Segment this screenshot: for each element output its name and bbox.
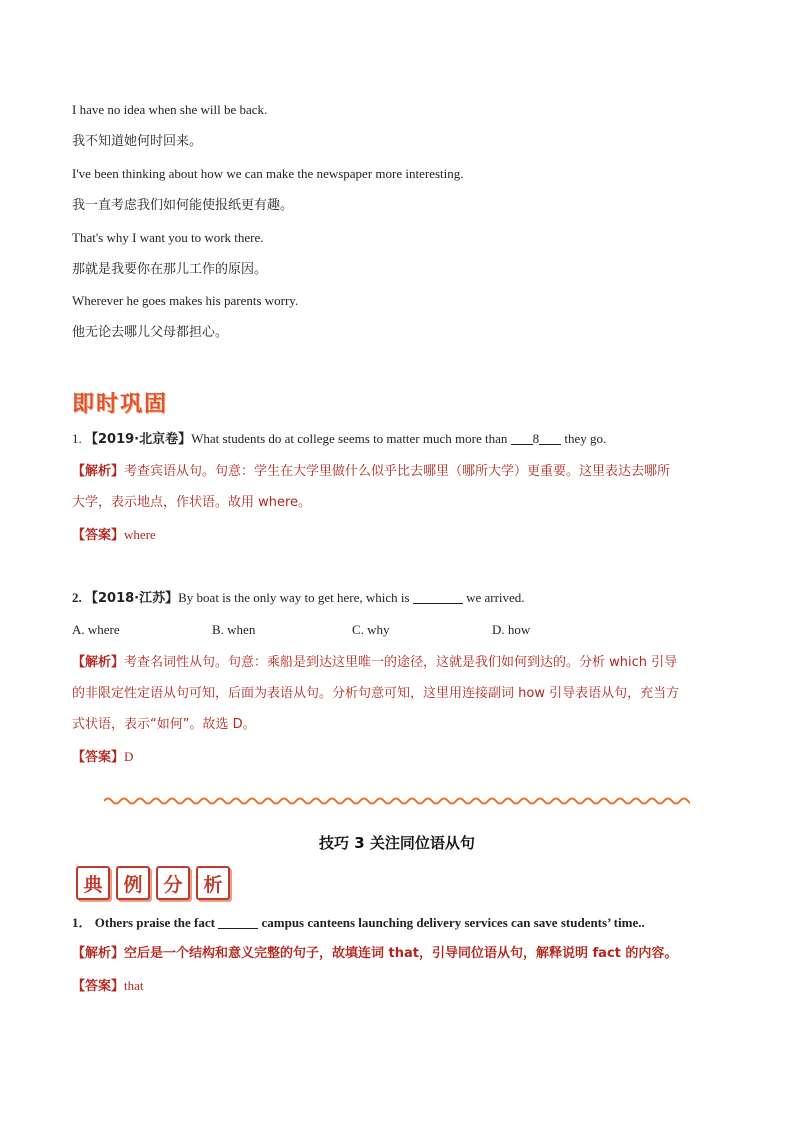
question-number: 1． bbox=[72, 915, 92, 930]
question-text-before: By boat is the only way to get here, which is bbox=[178, 590, 413, 605]
answer-value: D bbox=[124, 749, 134, 764]
example-sentence-cn: 他无论去哪儿父母都担心。 bbox=[72, 325, 229, 340]
question-number: 1. bbox=[72, 431, 82, 446]
question-1 bbox=[72, 429, 606, 450]
analysis-label: 【解析】 bbox=[72, 946, 125, 961]
analysis-text: 考查宾语从句。句意：学生在大学里做什么似乎比去哪里（哪所大学）更重要。这里表达去哪所 bbox=[124, 464, 671, 479]
example-sentence-en: Wherever he goes makes his parents worry. bbox=[72, 293, 299, 308]
example-sentence-en: I've been thinking about how we can make the newspaper more interesting. bbox=[72, 166, 464, 181]
option-b: B. when bbox=[212, 622, 256, 637]
answer-label: 【答案】 bbox=[72, 750, 125, 765]
option-d: D. how bbox=[492, 622, 531, 637]
analysis-3 bbox=[72, 944, 677, 964]
answer-label: 【答案】 bbox=[72, 528, 125, 543]
answer-blank bbox=[413, 590, 463, 604]
option-a: A. where bbox=[72, 622, 120, 637]
option-c: C. why bbox=[352, 622, 390, 637]
answer-blank bbox=[539, 431, 561, 445]
wavy-divider bbox=[104, 796, 690, 806]
question-source: 【2019·北京卷】 bbox=[85, 432, 192, 447]
stamp-char: 例 bbox=[116, 866, 150, 900]
question-text-after: they go. bbox=[561, 431, 607, 446]
stamp-char: 析 bbox=[196, 866, 230, 900]
question-3 bbox=[72, 913, 645, 933]
question-source: 【2018·江苏】 bbox=[85, 591, 179, 606]
answer-blank bbox=[511, 431, 533, 445]
question-text-before: Others praise the fact bbox=[94, 915, 219, 930]
practice-banner: 即时巩固 bbox=[72, 392, 169, 417]
analysis-label: 【解析】 bbox=[72, 464, 125, 479]
analysis-text: 的非限定性定语从句可知，后面为表语从句。分析句意可知，这里用连接副词 how 引导表语从句，充当方 bbox=[72, 686, 680, 701]
example-sentence-cn: 我不知道她何时回来。 bbox=[72, 134, 203, 149]
blank-number: 8 bbox=[532, 431, 540, 446]
question-text-after: we arrived. bbox=[462, 590, 525, 605]
analysis-2 bbox=[72, 647, 722, 740]
section-title: 技巧 3 关注同位语从句 bbox=[319, 834, 475, 852]
question-number: 2. bbox=[72, 590, 82, 605]
example-sentence-en: That's why I want you to work there. bbox=[72, 230, 264, 245]
question-2 bbox=[72, 588, 525, 609]
options-row bbox=[72, 620, 530, 640]
question-text-after: campus canteens launching delivery services can save students’ time.. bbox=[258, 915, 645, 930]
answer-1 bbox=[72, 525, 156, 546]
analysis-text: 空后是一个结构和意义完整的句子，故填连词 that，引导同位语从句，解释说明 fact 的内容。 bbox=[124, 946, 678, 961]
analysis-text: 考查名词性从句。句意：乘船是到达这里唯一的途径，这就是我们如何到达的。分析 which 引导 bbox=[124, 655, 678, 670]
question-text-before: What students do at college seems to matter much more than bbox=[191, 431, 511, 446]
answer-blank bbox=[218, 915, 258, 929]
answer-label: 【答案】 bbox=[72, 979, 125, 994]
stamp-char: 典 bbox=[76, 866, 110, 900]
analysis-1 bbox=[72, 456, 722, 518]
answer-2 bbox=[72, 747, 133, 768]
answer-3 bbox=[72, 976, 144, 997]
example-analysis-stamps bbox=[76, 866, 230, 900]
analysis-text: 式状语，表示“如何”。故选 D。 bbox=[72, 717, 256, 732]
answer-value: where bbox=[124, 527, 156, 542]
example-sentence-en: I have no idea when she will be back. bbox=[72, 102, 268, 117]
example-sentence-cn: 我一直考虑我们如何能使报纸更有趣。 bbox=[72, 198, 294, 213]
analysis-text: 大学，表示地点，作状语。故用 where。 bbox=[72, 495, 312, 510]
analysis-label: 【解析】 bbox=[72, 655, 125, 670]
stamp-char: 分 bbox=[156, 866, 190, 900]
example-sentence-cn: 那就是我要你在那儿工作的原因。 bbox=[72, 262, 268, 277]
answer-value: that bbox=[124, 978, 144, 993]
